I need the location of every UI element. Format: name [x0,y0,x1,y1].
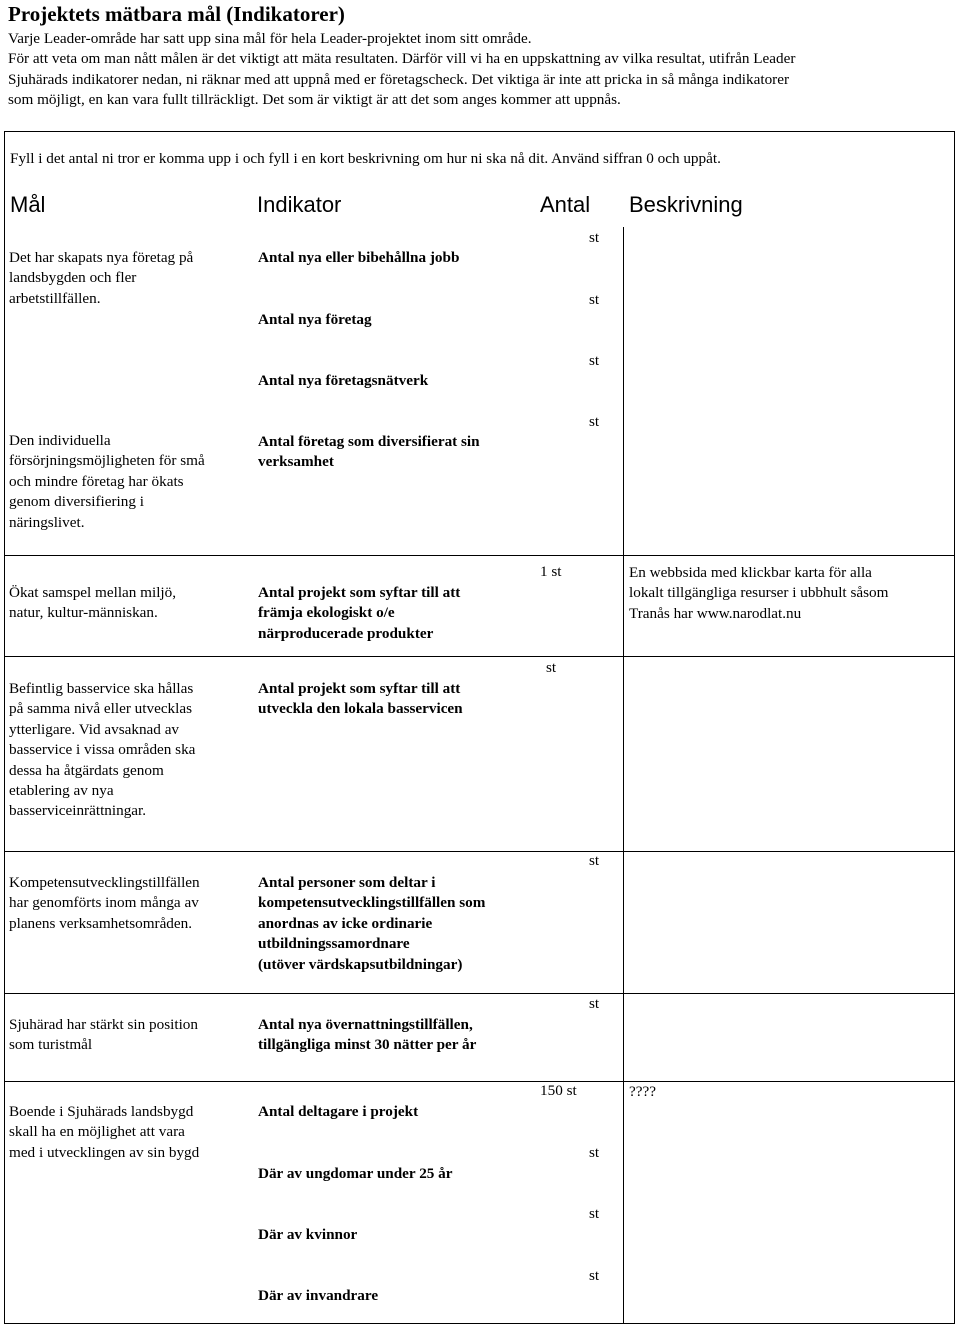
goal-line: planens verksamhetsområden. [9,914,193,932]
goal-line: dessa ha åtgärdats genom [9,761,164,779]
count-field[interactable]: st [546,659,557,676]
indicator-cell [258,1225,357,1245]
goal-line: arbetstillfällen. [9,289,101,307]
goal-line: ytterligare. Vid avsaknad av [9,720,180,738]
goal-line: näringslivet. [9,513,85,531]
intro-line: Varje Leader-område har satt upp sina mål för hela Leader-projektet inom sitt område. [8,30,532,47]
indicator-cell [258,1102,418,1122]
header-indikator: Indikator [257,192,342,217]
count-field[interactable]: st [589,995,600,1012]
indicator-line: utveckla den lokala basservicen [258,700,463,718]
indicator-line: Antal nya eller bibehållna jobb [258,249,460,266]
goal-line: basserviceinrättningar. [9,802,147,820]
indicator-line: verksamhet [258,453,334,471]
indicator-line: Antal företag som diversifierat sin [258,433,480,450]
intro-line: som möjligt, en kan vara fullt tillräckligt. Det som är viktigt är att det som anges kommer att uppnås. [8,91,621,109]
header-mal: Mål [10,192,46,217]
goal-line: Det har skapats nya företag på [9,249,194,266]
goal-line: etablering av nya [9,782,114,800]
count-field[interactable]: st [589,852,600,869]
goal-line: som turistmål [9,1036,93,1054]
goal-cell [9,679,244,822]
count-field[interactable]: st [589,413,600,430]
row-divider [4,851,955,852]
indicator-cell [258,583,460,644]
goal-line: Den individuella [9,432,111,449]
indicator-line: Där av ungdomar under 25 år [258,1165,453,1182]
indicator-cell [258,310,372,330]
page-title: Projektets mätbara mål (Indikatorer) [8,2,345,26]
indicator-cell [258,248,459,268]
goal-line: basservice i vissa områden ska [9,741,196,759]
indicator-line: Antal nya företag [258,311,372,328]
goal-cell [9,1102,244,1163]
description-cell[interactable] [629,1082,656,1102]
indicator-line: främja ekologiskt o/e [258,604,395,622]
column-divider [623,227,624,1324]
indicator-cell [258,679,463,720]
goal-line: Kompetensutvecklingstillfällen [9,874,200,891]
indicator-line: Antal nya övernattningstillfällen, [258,1016,473,1033]
row-divider [4,656,955,657]
goal-line: landsbygden och fler [9,269,137,287]
indicator-line: närproducerade produkter [258,624,434,642]
indicator-line: Antal deltagare i projekt [258,1103,419,1120]
indicator-line: (utöver värdskapsutbildningar) [258,955,463,973]
goal-cell [9,1015,244,1056]
header-beskrivning: Beskrivning [629,192,743,217]
indicator-line: Antal projekt som syftar till att [258,584,461,601]
indicator-cell [258,1286,378,1306]
row-divider [4,1081,955,1082]
count-field[interactable]: st [589,229,600,246]
count-field[interactable]: 150 st [540,1082,577,1099]
form-instruction: Fyll i det antal ni tror er komma upp i och fyll i en kort beskrivning om hur ni ska nå dit. Använd siffran 0 och uppåt. [10,150,721,167]
count-field[interactable]: st [589,291,600,308]
indicator-line: Antal nya företagsnätverk [258,372,429,389]
goal-line: genom diversifiering i [9,493,144,511]
goal-line: skall ha en möjlighet att vara [9,1123,185,1141]
indicator-line: Antal personer som deltar i [258,874,436,891]
goal-cell [9,431,244,533]
header-antal: Antal [540,192,591,217]
description-line: ???? [629,1083,656,1100]
description-line: En webbsida med klickbar karta för alla [629,564,872,581]
intro-line: För att veta om man nått målen är det viktigt att mäta resultaten. Därför vill vi ha en uppskattning av vilka resultat, utifrån Leader [8,50,796,68]
count-field[interactable]: st [589,1205,600,1222]
intro-line: Sjuhärads indikatorer nedan, ni räknar med att uppnå med er företagscheck. Det viktiga är inte att pricka in så många indikatorer [8,70,790,88]
goal-line: Befintlig basservice ska hållas [9,680,194,697]
goal-line: på samma nivå eller utvecklas [9,700,193,718]
count-field[interactable]: st [589,352,600,369]
intro-text [8,29,953,111]
goal-cell [9,873,244,934]
goal-line: och mindre företag har ökats [9,472,184,490]
goal-line: Sjuhärad har stärkt sin position [9,1016,198,1033]
indicator-line: utbildningssamordnare [258,935,410,953]
indicator-cell [258,873,485,975]
indicator-line: kompetensutvecklingstillfällen som [258,894,486,912]
indicator-line: anordnas av icke ordinarie [258,914,433,932]
goal-line: försörjningsmöjligheten för små [9,452,205,470]
description-line: Tranås har www.narodlat.nu [629,604,802,622]
goal-line: har genomförts inom många av [9,894,199,912]
row-divider [4,555,955,556]
count-field[interactable]: st [589,1144,600,1161]
indicator-line: tillgängliga minst 30 nätter per år [258,1036,477,1054]
indicator-cell [258,1164,453,1184]
goal-line: Boende i Sjuhärads landsbygd [9,1103,194,1120]
goal-line: Ökat samspel mellan miljö, [9,584,177,601]
count-field[interactable]: 1 st [540,563,562,580]
row-divider [4,993,955,994]
indicator-cell [258,432,480,473]
indicator-cell [258,371,428,391]
indicator-line: Där av kvinnor [258,1226,358,1243]
goal-line: med i utvecklingen av sin bygd [9,1143,200,1161]
indicator-cell [258,1015,476,1056]
goal-cell [9,248,244,309]
indicator-line: Antal projekt som syftar till att [258,680,461,697]
count-field[interactable]: st [589,1267,600,1284]
goal-cell [9,583,244,624]
description-line: lokalt tillgängliga resurser i ubbhult såsom [629,584,889,602]
indicator-line: Där av invandrare [258,1287,379,1304]
goal-line: natur, kultur-människan. [9,604,158,622]
description-cell[interactable] [629,563,949,624]
